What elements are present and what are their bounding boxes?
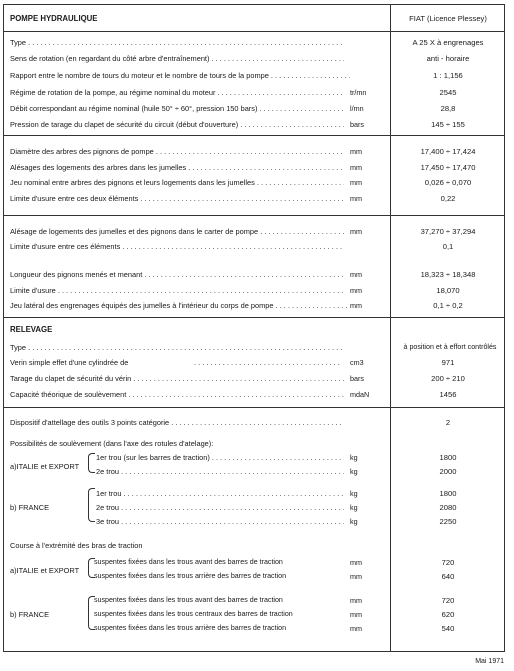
spec-unit: mm xyxy=(350,194,362,203)
section-divider xyxy=(4,407,504,408)
spec-unit: mm xyxy=(350,147,362,156)
spec-value: 2080 xyxy=(439,503,457,512)
section-title-pump: POMPE HYDRAULIQUE xyxy=(10,14,98,23)
spec-unit: mdaN xyxy=(350,390,370,399)
spec-value: 145 ÷ 155 xyxy=(431,120,465,129)
brace-bracket xyxy=(88,453,95,473)
spec-value: 18,323 ÷ 18,348 xyxy=(420,270,476,279)
region-label: b) FRANCE xyxy=(10,503,50,512)
region-label: b) FRANCE xyxy=(10,610,50,619)
spec-value: A 25 X à engrenages xyxy=(412,38,484,47)
spec-unit: mm xyxy=(350,596,362,605)
spec-label: Longueur des pignons menés et menant . . . xyxy=(10,270,344,279)
value-column-divider xyxy=(390,5,391,651)
section-divider xyxy=(4,135,504,136)
dot-leader: . . . . . . . . . . . . . . . . . . . . . . . . . . . . . . . . . . . . xyxy=(194,358,340,367)
spec-label: suspentes fixées dans les trous arrière des barres de traction xyxy=(94,624,287,632)
spec-value: 971 xyxy=(441,358,455,367)
spec-unit: kg xyxy=(350,517,358,526)
spec-unit: mm xyxy=(350,270,362,279)
spec-label: Jeu nominal entre arbres des pignons et leurs logements dans les jumelles . . . xyxy=(10,178,344,187)
spec-label: Diamètre des arbres des pignons de pompe . . . xyxy=(10,147,344,156)
spec-unit: l/mn xyxy=(350,104,364,113)
region-label: a)ITALIE et EXPORT xyxy=(10,462,80,471)
spec-value: 17,400 ÷ 17,424 xyxy=(420,147,476,156)
hitch-label: Dispositif d'attellage des outils 3 points catégorie . . . xyxy=(10,418,344,427)
spec-unit: kg xyxy=(350,489,358,498)
spec-label: suspentes fixées dans les trous avant des barres de traction xyxy=(94,596,283,604)
spec-value: 720 xyxy=(441,596,455,605)
spec-unit: bars xyxy=(350,374,364,383)
spec-value: 540 xyxy=(441,624,455,633)
spec-label: Tarage du clapet de sécurité du vérin . . . xyxy=(10,374,344,383)
spec-value: à position et à effort contrôlés xyxy=(403,343,497,351)
header-divider xyxy=(4,31,504,32)
spec-value: 620 xyxy=(441,610,455,619)
spec-value: 1456 xyxy=(439,390,457,399)
spec-label: Limite d'usure . . . xyxy=(10,286,344,295)
spec-unit: mm xyxy=(350,286,362,295)
spec-value: anti - horaire xyxy=(426,54,470,63)
spec-value: 640 xyxy=(441,572,455,581)
spec-value: 18,070 xyxy=(436,286,460,295)
spec-value: 720 xyxy=(441,558,455,567)
spec-unit: kg xyxy=(350,467,358,476)
spec-label: Type . . . xyxy=(10,343,344,352)
spec-sheet xyxy=(3,4,505,652)
spec-label: Limite d'usure entre ces éléments . . . xyxy=(10,242,344,251)
spec-unit: mm xyxy=(350,572,362,581)
spec-label: 3e trou . . . xyxy=(96,517,344,526)
hitch-value: 2 xyxy=(445,418,451,427)
spec-label: Rapport entre le nombre de tours du moteur et le nombre de tours de la pompe . . . xyxy=(10,71,350,80)
spec-value: 37,270 ÷ 37,294 xyxy=(420,227,476,236)
spec-unit: mm xyxy=(350,610,362,619)
spec-label: Jeu latéral des engrenages équipés des jumelles à l'intérieur du corps de pompe . . . xyxy=(10,301,350,310)
spec-value: 28,8 xyxy=(440,104,456,113)
spec-value: 0,1 ÷ 0,2 xyxy=(433,301,463,310)
spec-value: 1800 xyxy=(439,489,457,498)
spec-value: 1800 xyxy=(439,453,457,462)
brand-label: FIAT (Licence Plessey) xyxy=(409,14,487,23)
spec-unit: mm xyxy=(350,301,362,310)
spec-label: Capacité théorique de soulèvement . . . xyxy=(10,390,344,399)
spec-label: Pression de tarage du clapet de sécurité du circuit (début d'ouverture) . . . xyxy=(10,120,344,129)
spec-value: 1 : 1,156 xyxy=(433,71,463,80)
spec-label: Verin simple effet d'une cylindrée de xyxy=(10,358,129,367)
stroke-title: Course à l'extrémité des bras de traction xyxy=(10,541,143,550)
spec-unit: mm xyxy=(350,227,362,236)
spec-unit: mm xyxy=(350,178,362,187)
section-title-lift: RELEVAGE xyxy=(10,325,53,334)
spec-label: Alésage de logements des jumelles et des pignons dans le carter de pompe . . . xyxy=(10,227,344,236)
spec-label: suspentes fixées dans les trous avant des barres de traction xyxy=(94,558,283,566)
spec-value: 2000 xyxy=(439,467,457,476)
spec-label: 1er trou (sur les barres de traction) . . . xyxy=(96,453,344,462)
spec-label: 2e trou . . . xyxy=(96,467,344,476)
spec-unit: cm3 xyxy=(350,358,364,367)
spec-label: Limite d'usure entre ces deux éléments . . . xyxy=(10,194,344,203)
spec-label: 1er trou . . . xyxy=(96,489,344,498)
spec-label: suspentes fixées dans les trous arrière des barres de traction xyxy=(94,572,287,580)
spec-unit: kg xyxy=(350,453,358,462)
spec-value: 0,22 xyxy=(440,194,456,203)
spec-unit: kg xyxy=(350,503,358,512)
section-divider xyxy=(4,317,504,318)
spec-label: Sens de rotation (en regardant du côté arbre d'entraînement) . . . xyxy=(10,54,344,63)
spec-value: 2545 xyxy=(439,88,457,97)
spec-unit: mm xyxy=(350,558,362,567)
spec-label: 2e trou . . . xyxy=(96,503,344,512)
footer-date: Mai 1971 xyxy=(475,658,504,665)
spec-value: 200 ÷ 210 xyxy=(431,374,465,383)
spec-label: Alésages des logements des arbres dans les jumelles . . . xyxy=(10,163,344,172)
spec-label: suspentes fixées dans les trous centraux des barres de traction xyxy=(94,610,293,618)
spec-value: 17,450 ÷ 17,470 xyxy=(420,163,476,172)
spec-unit: tr/mn xyxy=(350,88,367,97)
spec-unit: mm xyxy=(350,624,362,633)
spec-value: 2250 xyxy=(439,517,457,526)
spec-unit: bars xyxy=(350,120,364,129)
brace-bracket xyxy=(88,488,95,522)
spec-unit: mm xyxy=(350,163,362,172)
section-divider xyxy=(4,215,504,216)
spec-value: 0,1 xyxy=(442,242,454,251)
region-label: a)ITALIE et EXPORT xyxy=(10,566,80,575)
spec-label: Débit correspondant au régime nominal (huile 50° ÷ 60°, pression 150 bars) . . . xyxy=(10,104,344,113)
lift-capacity-title: Possibilités de soulèvement (dans l'axe des rotules d'atelage): xyxy=(10,439,214,448)
spec-label: Régime de rotation de la pompe, au régime nominal du moteur . . . xyxy=(10,88,344,97)
spec-value: 0,026 ÷ 0,070 xyxy=(424,178,472,187)
spec-label: Type . . . xyxy=(10,38,344,47)
